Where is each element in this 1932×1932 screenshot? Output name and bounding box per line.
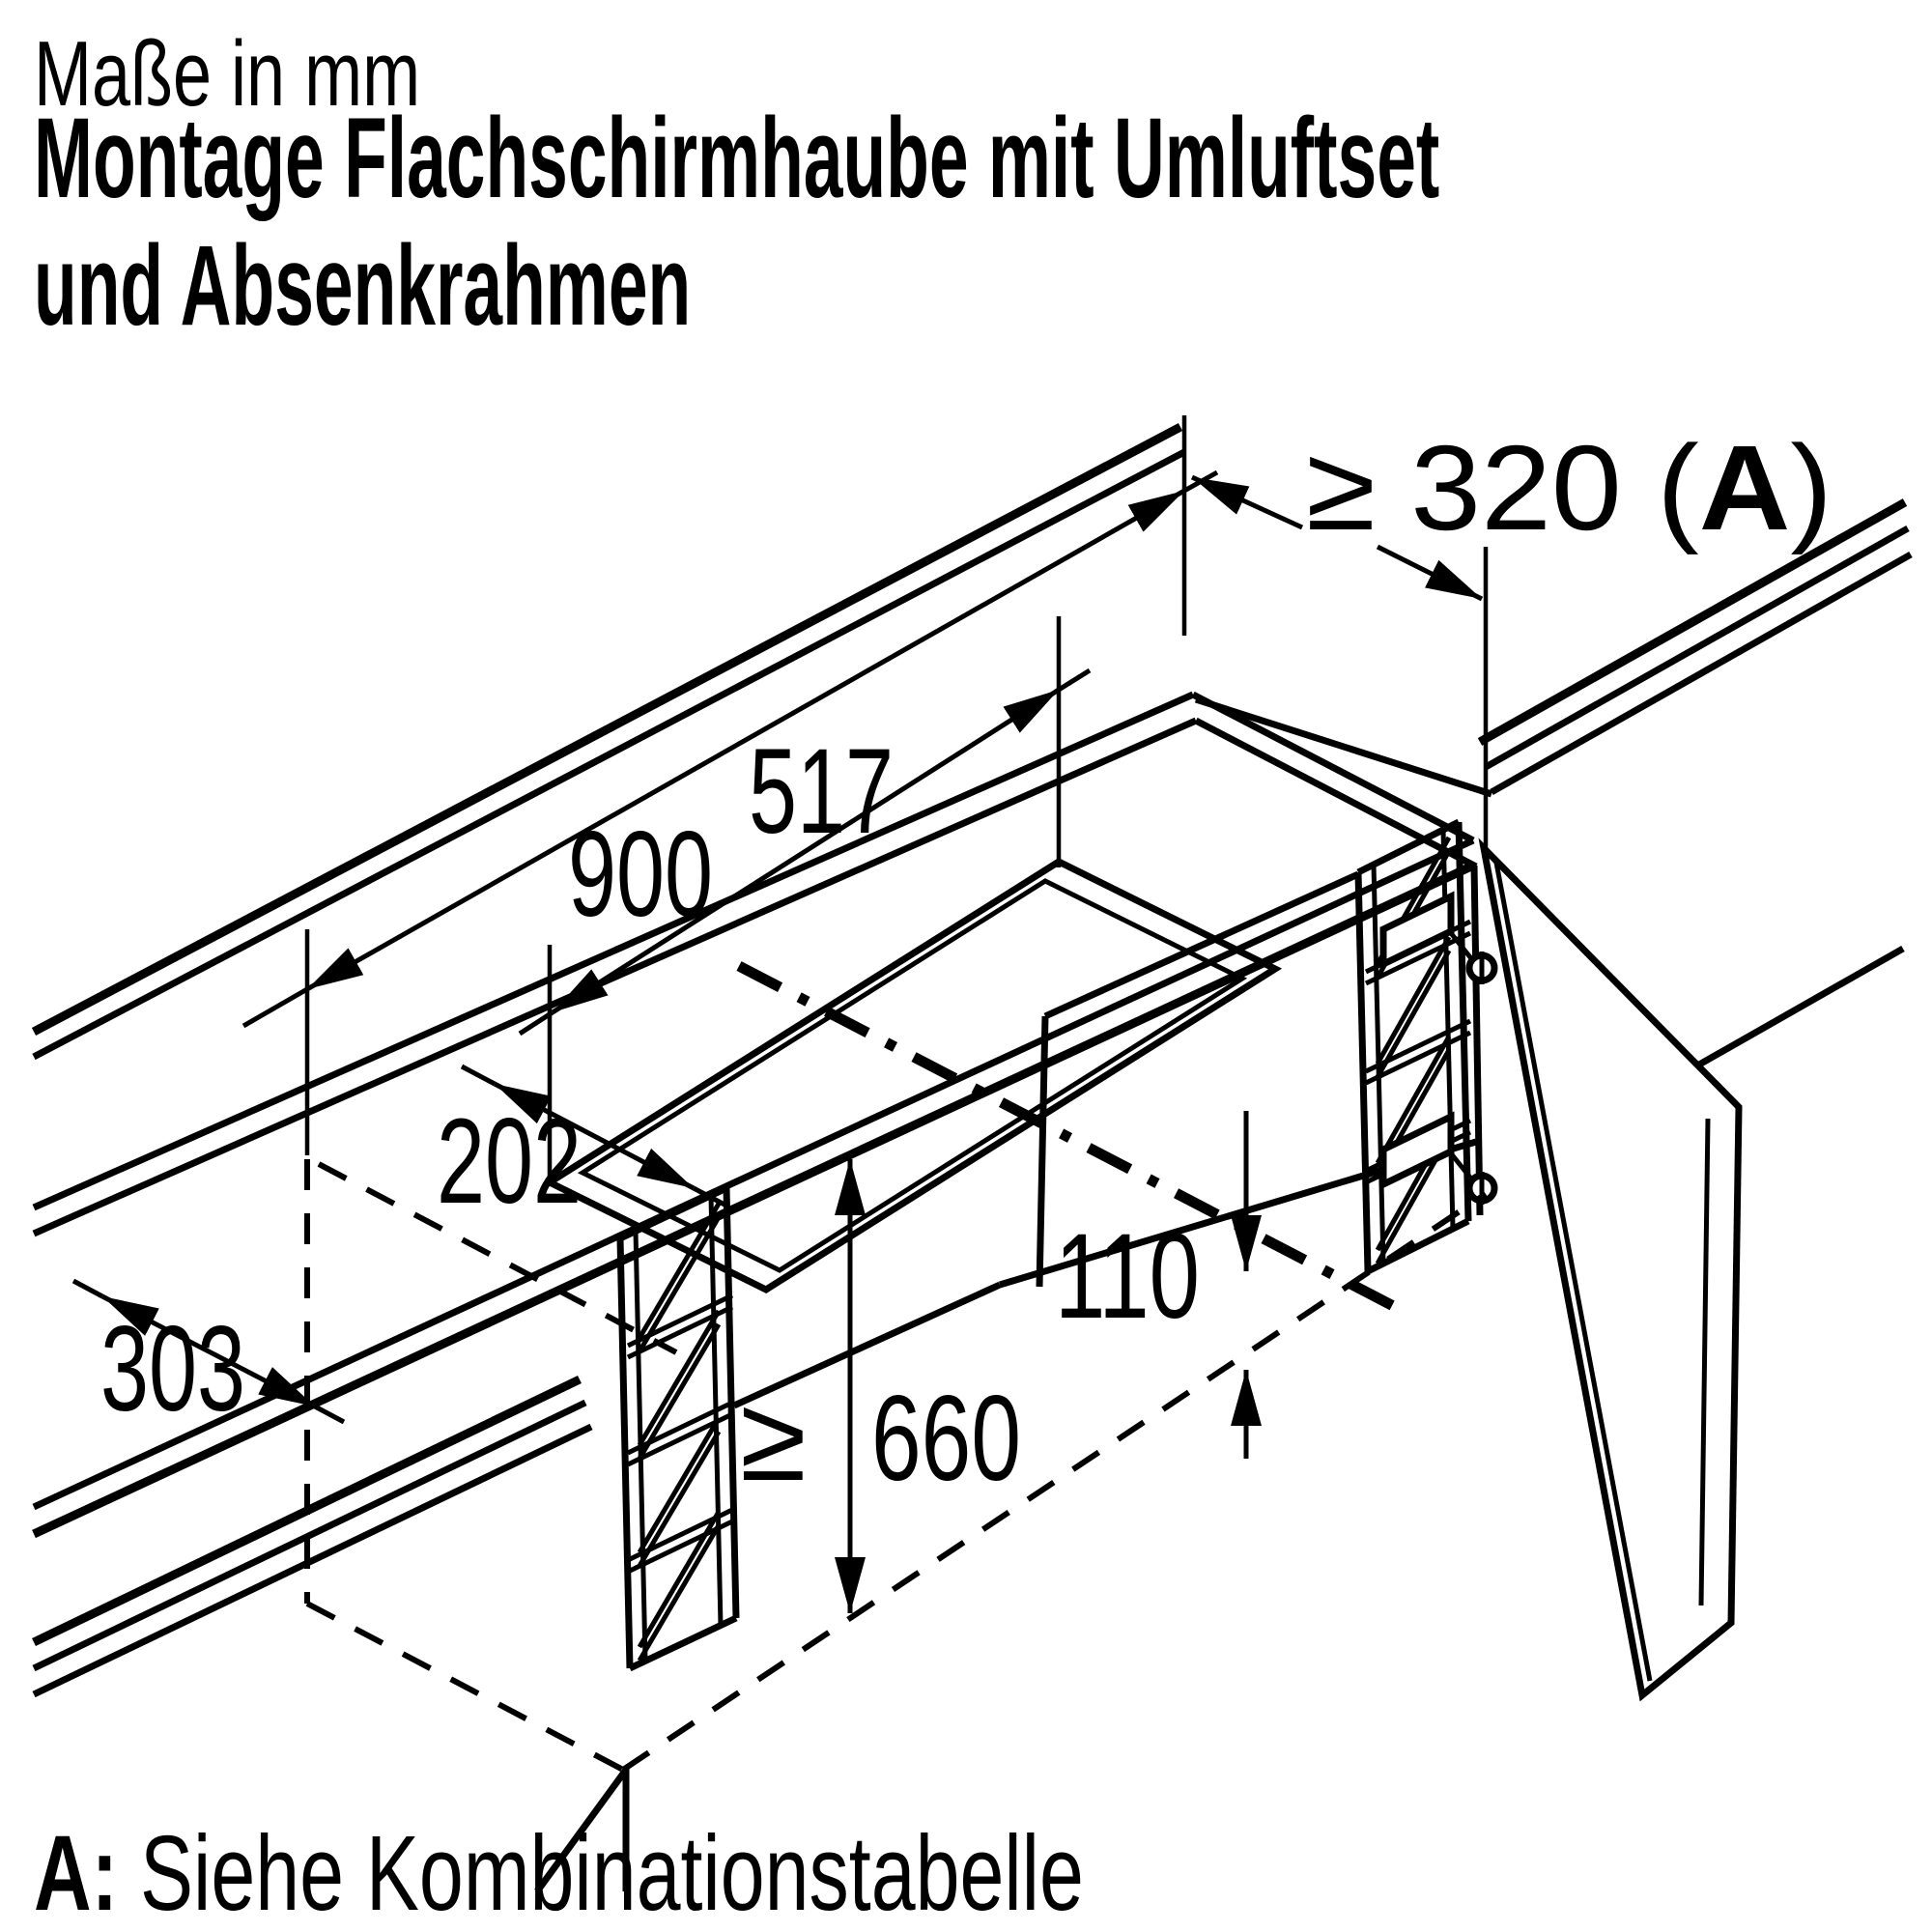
dim-label-900: 900	[568, 808, 713, 942]
dim-label-320: ≥ 320 ( A)	[1306, 421, 1832, 555]
dim-line-320-left	[1192, 477, 1302, 527]
footnote	[34, 1812, 1084, 1932]
footnote-ref: A:	[34, 1814, 119, 1932]
cabinet-door-open	[1484, 848, 1739, 1695]
dim-label-110: 110	[1055, 1209, 1200, 1344]
dim-label-202: 202	[437, 1094, 582, 1229]
dim-label-660: 660	[871, 1372, 1021, 1506]
units-note: Maße in mm	[34, 22, 421, 126]
page-title-line1: Montage Flachschirmhaube mit Umluftset	[34, 95, 1440, 222]
dim-label-660-sign: ≥	[740, 1372, 807, 1506]
hinge-plate-bottom	[1383, 1117, 1451, 1184]
footnote-text: Siehe Kombinationstabelle	[139, 1814, 1084, 1932]
page-title-line2: und Absenkrahmen	[34, 222, 692, 351]
dim-line-900	[307, 491, 1184, 989]
dim-label-517: 517	[749, 724, 894, 859]
dim-label-303: 303	[100, 1302, 245, 1436]
lowered-frame-dashed	[307, 1159, 1486, 1891]
